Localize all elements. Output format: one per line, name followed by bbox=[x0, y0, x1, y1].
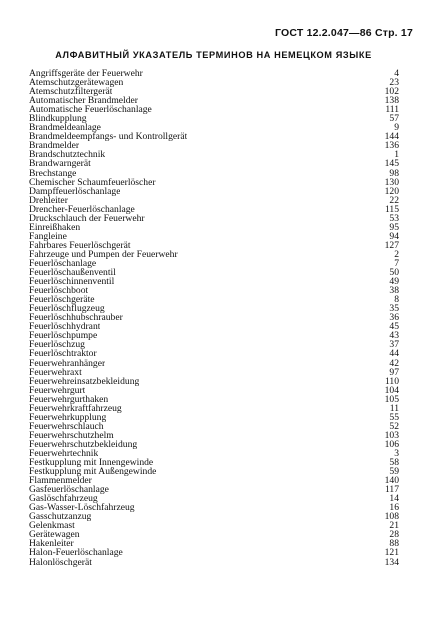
entry-term: Feuerlöschinnenventil bbox=[29, 277, 115, 287]
index-entry bbox=[29, 539, 399, 548]
index-entry bbox=[29, 178, 399, 187]
entry-term: Gasfeuerlöschanlage bbox=[29, 485, 109, 495]
index-entry bbox=[29, 349, 399, 358]
entry-page-number: 97 bbox=[389, 366, 399, 378]
entry-page-number: 98 bbox=[389, 167, 399, 179]
entry-term: Feuerwehrkupplung bbox=[29, 412, 107, 422]
index-entry bbox=[29, 512, 399, 521]
entry-term: Gerätewagen bbox=[29, 530, 80, 540]
entry-page-number: 4 bbox=[394, 68, 399, 79]
entry-term: Feuerlöschaußenventil bbox=[29, 268, 116, 278]
entry-page-number: 88 bbox=[389, 538, 399, 550]
index-entry bbox=[29, 467, 399, 476]
entry-term: Feuerlöschhubschrauber bbox=[29, 313, 123, 323]
index-entry bbox=[29, 87, 399, 96]
index-entry bbox=[29, 150, 399, 159]
entry-term: Feuerlöschzug bbox=[29, 340, 85, 350]
entry-page-number: 11 bbox=[389, 402, 399, 414]
entry-page-number: 9 bbox=[394, 122, 399, 134]
entry-term: Feuerwehrschutzbekleidung bbox=[29, 439, 138, 449]
index-entry bbox=[29, 521, 399, 530]
entry-page-number: 120 bbox=[384, 185, 399, 197]
entry-term: Gasschutzanzug bbox=[29, 512, 92, 522]
entry-term: Fahrzeuge und Pumpen der Feuerwehr bbox=[29, 249, 178, 259]
entry-page-number: 44 bbox=[389, 348, 399, 360]
index-entry bbox=[29, 69, 399, 78]
entry-term: Hakenleiter bbox=[29, 539, 74, 549]
entry-page-number: 22 bbox=[389, 194, 399, 206]
entry-term: Feuerlöschpumpe bbox=[29, 331, 98, 341]
entry-term: Feuerwehreinsatzbekleidung bbox=[29, 376, 140, 386]
entry-page-number: 127 bbox=[384, 239, 399, 251]
entry-page-number: 37 bbox=[389, 339, 399, 351]
entry-page-number: 1 bbox=[394, 149, 399, 161]
entry-page-number: 49 bbox=[389, 276, 399, 288]
entry-page-number: 104 bbox=[384, 384, 399, 396]
index-entry bbox=[29, 494, 399, 503]
entry-term: Einreißhaken bbox=[29, 222, 81, 232]
index-entry bbox=[29, 368, 399, 377]
entry-term: Brandschutztechnik bbox=[29, 150, 106, 160]
entry-page-number: 55 bbox=[389, 411, 399, 423]
entry-term: Druckschlauch der Feuerwehr bbox=[29, 213, 145, 223]
entry-term: Gas-Wasser-Löschfahrzeug bbox=[29, 503, 135, 513]
index-entry bbox=[29, 123, 399, 132]
index-entry bbox=[29, 413, 399, 422]
entry-term: Dampffeuerlöschanlage bbox=[29, 186, 121, 196]
entry-term: Automatische Feuerlöschanlage bbox=[29, 105, 152, 115]
entry-page-number: 102 bbox=[384, 86, 399, 98]
index-entry bbox=[29, 286, 399, 295]
entry-term: Brandmeldeanlage bbox=[29, 123, 101, 133]
index-entry bbox=[29, 259, 399, 268]
entry-page-number: 8 bbox=[394, 294, 399, 306]
entry-page-number: 134 bbox=[384, 556, 399, 568]
index-entry bbox=[29, 313, 399, 322]
entry-page-number: 21 bbox=[389, 520, 399, 532]
entry-term: Feuerlöschtraktor bbox=[29, 349, 97, 359]
entry-term: Feuerwehraxt bbox=[29, 367, 82, 377]
entry-term: Brandmelder bbox=[29, 141, 80, 151]
index-entry bbox=[29, 250, 399, 259]
index-entry bbox=[29, 214, 399, 223]
index-entry bbox=[29, 78, 399, 87]
entry-page-number: 42 bbox=[389, 357, 399, 369]
entry-term: Festkupplung mit Innengewinde bbox=[29, 458, 154, 468]
index-entry bbox=[29, 404, 399, 413]
entry-term: Feuerlöschboot bbox=[29, 286, 89, 296]
entry-page-number: 45 bbox=[389, 321, 399, 333]
entry-term: Brechstange bbox=[29, 168, 77, 178]
index-entry bbox=[29, 476, 399, 485]
entry-page-number: 130 bbox=[384, 176, 399, 188]
entry-page-number: 16 bbox=[389, 502, 399, 514]
index-entry bbox=[29, 422, 399, 431]
entry-term: Chemischer Schaumfeuerlöscher bbox=[29, 177, 156, 187]
entry-term: Fangleine bbox=[29, 231, 67, 241]
entry-page-number: 35 bbox=[389, 303, 399, 315]
index-entry bbox=[29, 548, 399, 557]
entry-term: Feuerwehrgurt bbox=[29, 385, 86, 395]
entry-term: Automatischer Brandmelder bbox=[29, 96, 138, 106]
entry-page-number: 111 bbox=[385, 104, 399, 116]
entry-page-number: 121 bbox=[384, 547, 399, 559]
entry-term: Feuerwehranhänger bbox=[29, 358, 106, 368]
entry-page-number: 3 bbox=[394, 447, 399, 459]
entry-term: Feuerlöschhydrant bbox=[29, 322, 101, 332]
entry-term: Blindkupplung bbox=[29, 114, 87, 124]
index-entry bbox=[29, 440, 399, 449]
entry-page-number: 52 bbox=[389, 420, 399, 432]
index-entry bbox=[29, 105, 399, 114]
index-entry bbox=[29, 196, 399, 205]
entry-term: Feuerwehrkraftfahrzeug bbox=[29, 403, 122, 413]
index-entry bbox=[29, 340, 399, 349]
index-entry bbox=[29, 449, 399, 458]
entry-page-number: 43 bbox=[389, 330, 399, 342]
entry-page-number: 23 bbox=[389, 77, 399, 89]
entry-term: Gelenkmast bbox=[29, 521, 75, 531]
entry-term: Festkupplung mit Außengewinde bbox=[29, 467, 157, 477]
index-entry bbox=[29, 169, 399, 178]
index-entry bbox=[29, 114, 399, 123]
index-entry bbox=[29, 96, 399, 105]
entry-page-number: 115 bbox=[384, 203, 399, 215]
index-entry bbox=[29, 241, 399, 250]
entry-page-number: 7 bbox=[394, 257, 399, 269]
index-entry bbox=[29, 223, 399, 232]
entry-term: Halonlöschgerät bbox=[29, 557, 92, 567]
index-entry bbox=[29, 232, 399, 241]
entry-term: Angriffsgeräte der Feuerwehr bbox=[29, 69, 143, 79]
index-entry bbox=[29, 205, 399, 214]
entry-term: Gaslöschfahrzeug bbox=[29, 494, 98, 504]
entry-page-number: 38 bbox=[389, 285, 399, 297]
entry-page-number: 14 bbox=[389, 493, 399, 505]
entry-page-number: 105 bbox=[384, 393, 399, 405]
entry-term: Feuerwehrschutzhelm bbox=[29, 430, 114, 440]
index-entry bbox=[29, 431, 399, 440]
index-title: АЛФАВИТНЫЙ УКАЗАТЕЛЬ ТЕРМИНОВ НА НЕМЕЦКОМ ЯЗЫКЕ bbox=[55, 50, 372, 60]
index-entry bbox=[29, 159, 399, 168]
entry-page-number: 95 bbox=[389, 221, 399, 233]
index-entry bbox=[29, 458, 399, 467]
entry-page-number: 53 bbox=[389, 212, 399, 224]
entry-term: Drencher-Feuerlöschanlage bbox=[29, 204, 135, 214]
entry-page-number: 28 bbox=[389, 529, 399, 541]
index-entry bbox=[29, 359, 399, 368]
entry-page-number: 2 bbox=[394, 248, 399, 260]
entry-page-number: 144 bbox=[384, 131, 399, 143]
index-entry bbox=[29, 277, 399, 286]
entry-term: Fahrbares Feuerlöschgerät bbox=[29, 240, 131, 250]
entry-page-number: 138 bbox=[384, 95, 399, 107]
entry-term: Halon-Feuerlöschanlage bbox=[29, 548, 123, 558]
entry-term: Feuerwehrschlauch bbox=[29, 421, 104, 431]
entry-page-number: 110 bbox=[384, 375, 399, 387]
index-entry bbox=[29, 132, 399, 141]
entry-term: Feuerwehrgurthaken bbox=[29, 394, 109, 404]
entry-page-number: 106 bbox=[384, 438, 399, 450]
entry-page-number: 59 bbox=[389, 466, 399, 478]
index-entry bbox=[29, 322, 399, 331]
index-entry bbox=[29, 386, 399, 395]
entry-page-number: 57 bbox=[389, 113, 399, 125]
entry-page-number: 145 bbox=[384, 158, 399, 170]
entry-page-number: 58 bbox=[389, 457, 399, 469]
index-entry bbox=[29, 331, 399, 340]
index-entry bbox=[29, 558, 399, 567]
entry-term: Flammenmelder bbox=[29, 476, 92, 486]
index-entry bbox=[29, 304, 399, 313]
entry-page-number: 140 bbox=[384, 475, 399, 487]
index-entry bbox=[29, 377, 399, 386]
entry-term: Feuerlöschanlage bbox=[29, 258, 97, 269]
entry-page-number: 117 bbox=[384, 484, 399, 496]
entry-page-number: 94 bbox=[389, 230, 399, 242]
entry-term: Brandwarngerät bbox=[29, 159, 91, 169]
entry-page-number: 136 bbox=[384, 140, 399, 152]
entry-term: Feuerlöschgeräte bbox=[29, 295, 95, 305]
entry-term: Feuerlöschflugzeug bbox=[29, 304, 105, 314]
page-header: ГОСТ 12.2.047—86 Стр. 17 bbox=[274, 27, 413, 39]
term-index-list bbox=[29, 69, 399, 567]
index-entry bbox=[29, 530, 399, 539]
entry-page-number: 103 bbox=[384, 429, 399, 441]
entry-term: Brandmeldeempfangs- und Kontrollgerät bbox=[29, 132, 188, 142]
index-entry bbox=[29, 395, 399, 404]
index-entry bbox=[29, 485, 399, 494]
entry-term: Atemschutzgerätewagen bbox=[29, 78, 124, 88]
index-entry bbox=[29, 295, 399, 304]
index-entry bbox=[29, 141, 399, 150]
entry-term: Feuerwehrtechnik bbox=[29, 448, 99, 459]
index-entry bbox=[29, 268, 399, 277]
entry-page-number: 36 bbox=[389, 312, 399, 324]
index-entry bbox=[29, 187, 399, 196]
entry-term: Atemschutzfiltergerät bbox=[29, 87, 113, 97]
entry-term: Drehleiter bbox=[29, 195, 68, 205]
entry-page-number: 108 bbox=[384, 511, 399, 523]
entry-page-number: 50 bbox=[389, 267, 399, 279]
index-entry bbox=[29, 503, 399, 512]
